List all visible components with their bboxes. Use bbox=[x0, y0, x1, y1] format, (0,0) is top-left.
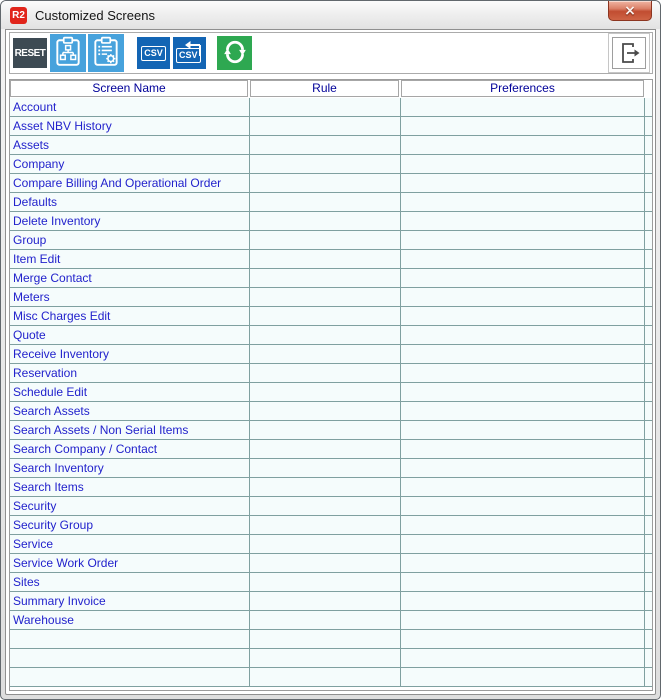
cell-preferences[interactable] bbox=[401, 630, 645, 648]
table-row bbox=[10, 478, 652, 497]
cell-preferences[interactable] bbox=[401, 212, 645, 230]
cell-preferences[interactable] bbox=[401, 269, 645, 287]
cell-screen-name[interactable]: Assets bbox=[10, 136, 250, 154]
table-row bbox=[10, 269, 652, 288]
cell-screen-name[interactable]: Merge Contact bbox=[10, 269, 250, 287]
cell-preferences[interactable] bbox=[401, 402, 645, 420]
cell-screen-name[interactable]: Sites bbox=[10, 573, 250, 591]
cell-screen-name[interactable]: Search Company / Contact bbox=[10, 440, 250, 458]
cell-screen-name[interactable] bbox=[10, 649, 250, 667]
exit-button-frame bbox=[608, 33, 650, 73]
cell-preferences[interactable] bbox=[401, 174, 645, 192]
cell-preferences[interactable] bbox=[401, 364, 645, 382]
table-row bbox=[10, 668, 652, 687]
cell-preferences[interactable] bbox=[401, 345, 645, 363]
column-header-screen-name[interactable]: Screen Name bbox=[10, 80, 248, 97]
cell-screen-name[interactable]: Schedule Edit bbox=[10, 383, 250, 401]
cell-preferences[interactable] bbox=[401, 98, 645, 116]
table-row bbox=[10, 383, 652, 402]
table-row bbox=[10, 231, 652, 250]
cell-rule[interactable] bbox=[250, 250, 401, 268]
cell-preferences[interactable] bbox=[401, 231, 645, 249]
cell-screen-name[interactable]: Item Edit bbox=[10, 250, 250, 268]
cell-screen-name[interactable]: Compare Billing And Operational Order bbox=[10, 174, 250, 192]
cell-preferences[interactable] bbox=[401, 668, 645, 686]
column-header-rule[interactable]: Rule bbox=[250, 80, 399, 97]
cell-preferences[interactable] bbox=[401, 649, 645, 667]
table-row bbox=[10, 630, 652, 649]
cell-screen-name[interactable]: Service bbox=[10, 535, 250, 553]
table-row bbox=[10, 117, 652, 136]
window-title: Customized Screens bbox=[35, 7, 155, 23]
cell-screen-name[interactable]: Search Assets bbox=[10, 402, 250, 420]
cell-preferences[interactable] bbox=[401, 516, 645, 534]
cell-preferences[interactable] bbox=[401, 288, 645, 306]
table-row bbox=[10, 174, 652, 193]
cell-screen-name[interactable] bbox=[10, 630, 250, 648]
cell-preferences[interactable] bbox=[401, 383, 645, 401]
cell-rule[interactable] bbox=[250, 345, 401, 363]
cell-screen-name[interactable]: Group bbox=[10, 231, 250, 249]
refresh-icon bbox=[222, 39, 248, 68]
cell-rule[interactable] bbox=[250, 497, 401, 515]
cell-rule[interactable] bbox=[250, 326, 401, 344]
cell-screen-name[interactable]: Search Assets / Non Serial Items bbox=[10, 421, 250, 439]
cell-screen-name[interactable]: Meters bbox=[10, 288, 250, 306]
cell-rule[interactable] bbox=[250, 459, 401, 477]
cell-rule[interactable] bbox=[250, 98, 401, 116]
table-row bbox=[10, 250, 652, 269]
toolbar bbox=[9, 32, 653, 74]
cell-preferences[interactable] bbox=[401, 136, 645, 154]
cell-rule[interactable] bbox=[250, 573, 401, 591]
table-row bbox=[10, 554, 652, 573]
table-row bbox=[10, 326, 652, 345]
cell-screen-name[interactable]: Asset NBV History bbox=[10, 117, 250, 135]
cell-screen-name[interactable]: Search Items bbox=[10, 478, 250, 496]
cell-screen-name[interactable]: Defaults bbox=[10, 193, 250, 211]
cell-rule[interactable] bbox=[250, 212, 401, 230]
cell-screen-name[interactable]: Service Work Order bbox=[10, 554, 250, 572]
customized-screen-button[interactable] bbox=[50, 34, 86, 72]
dialog-content bbox=[5, 29, 656, 695]
cell-preferences[interactable] bbox=[401, 307, 645, 325]
cell-rule[interactable] bbox=[250, 535, 401, 553]
cell-screen-name[interactable]: Warehouse bbox=[10, 611, 250, 629]
customized-rules-button[interactable] bbox=[88, 34, 124, 72]
table-row bbox=[10, 364, 652, 383]
cell-preferences[interactable] bbox=[401, 497, 645, 515]
cell-screen-name[interactable]: Reservation bbox=[10, 364, 250, 382]
cell-rule[interactable] bbox=[250, 269, 401, 287]
cell-rule[interactable] bbox=[250, 307, 401, 325]
cell-preferences[interactable] bbox=[401, 478, 645, 496]
table-row bbox=[10, 573, 652, 592]
cell-preferences[interactable] bbox=[401, 193, 645, 211]
table-row bbox=[10, 193, 652, 212]
cell-screen-name[interactable]: Account bbox=[10, 98, 250, 116]
cell-preferences[interactable] bbox=[401, 554, 645, 572]
cell-preferences[interactable] bbox=[401, 326, 645, 344]
close-button[interactable] bbox=[608, 1, 652, 21]
table-row bbox=[10, 155, 652, 174]
column-header-preferences[interactable]: Preferences bbox=[401, 80, 644, 97]
cell-rule[interactable] bbox=[250, 611, 401, 629]
cell-preferences[interactable] bbox=[401, 250, 645, 268]
refresh-button[interactable] bbox=[217, 36, 252, 70]
grid-body bbox=[10, 98, 652, 687]
cell-rule[interactable] bbox=[250, 174, 401, 192]
import-arrow-icon bbox=[173, 37, 206, 69]
table-row bbox=[10, 516, 652, 535]
table-row bbox=[10, 611, 652, 630]
exit-icon bbox=[616, 39, 642, 68]
csv-import-icon: CSV bbox=[176, 48, 201, 63]
table-row bbox=[10, 136, 652, 155]
cell-screen-name[interactable]: Misc Charges Edit bbox=[10, 307, 250, 325]
table-row bbox=[10, 212, 652, 231]
title-bar bbox=[1, 1, 660, 29]
cell-rule[interactable] bbox=[250, 383, 401, 401]
clipboard-hierarchy-icon bbox=[53, 36, 83, 71]
cell-rule[interactable] bbox=[250, 516, 401, 534]
export-csv-button[interactable] bbox=[137, 37, 170, 69]
table-row bbox=[10, 459, 652, 478]
grid-header bbox=[10, 80, 652, 98]
table-row bbox=[10, 98, 652, 117]
import-csv-button[interactable] bbox=[173, 37, 206, 69]
cell-rule[interactable] bbox=[250, 421, 401, 439]
cell-rule[interactable] bbox=[250, 288, 401, 306]
cell-rule[interactable] bbox=[250, 592, 401, 610]
table-row bbox=[10, 345, 652, 364]
table-row bbox=[10, 535, 652, 554]
close-icon: × bbox=[624, 2, 636, 19]
cell-rule[interactable] bbox=[250, 440, 401, 458]
cell-preferences[interactable] bbox=[401, 592, 645, 610]
cell-screen-name[interactable]: Security bbox=[10, 497, 250, 515]
cell-screen-name[interactable]: Receive Inventory bbox=[10, 345, 250, 363]
cell-preferences[interactable] bbox=[401, 421, 645, 439]
cell-rule[interactable] bbox=[250, 117, 401, 135]
cell-preferences[interactable] bbox=[401, 459, 645, 477]
cell-preferences[interactable] bbox=[401, 535, 645, 553]
table-row bbox=[10, 440, 652, 459]
cell-screen-name[interactable]: Delete Inventory bbox=[10, 212, 250, 230]
cell-screen-name[interactable]: Summary Invoice bbox=[10, 592, 250, 610]
cell-rule[interactable] bbox=[250, 364, 401, 382]
cell-rule[interactable] bbox=[250, 155, 401, 173]
csv-icon: CSV bbox=[141, 46, 166, 61]
cell-screen-name[interactable]: Quote bbox=[10, 326, 250, 344]
cell-preferences[interactable] bbox=[401, 611, 645, 629]
cell-preferences[interactable] bbox=[401, 440, 645, 458]
table-row bbox=[10, 288, 652, 307]
cell-rule[interactable] bbox=[250, 630, 401, 648]
cell-screen-name[interactable]: Security Group bbox=[10, 516, 250, 534]
cell-preferences[interactable] bbox=[401, 155, 645, 173]
cell-preferences[interactable] bbox=[401, 117, 645, 135]
table-row bbox=[10, 497, 652, 516]
reset-button[interactable]: RESET bbox=[13, 38, 47, 68]
cell-rule[interactable] bbox=[250, 649, 401, 667]
cell-rule[interactable] bbox=[250, 402, 401, 420]
table-row bbox=[10, 649, 652, 668]
table-row bbox=[10, 421, 652, 440]
cell-screen-name[interactable] bbox=[10, 668, 250, 686]
cell-rule[interactable] bbox=[250, 478, 401, 496]
cell-rule[interactable] bbox=[250, 668, 401, 686]
table-row bbox=[10, 402, 652, 421]
cell-screen-name[interactable]: Company bbox=[10, 155, 250, 173]
cell-rule[interactable] bbox=[250, 554, 401, 572]
cell-rule[interactable] bbox=[250, 193, 401, 211]
grid-panel bbox=[9, 79, 653, 691]
cell-screen-name[interactable]: Search Inventory bbox=[10, 459, 250, 477]
app-icon-r2: R2 bbox=[10, 7, 27, 24]
table-row bbox=[10, 307, 652, 326]
cell-preferences[interactable] bbox=[401, 573, 645, 591]
clipboard-gear-icon bbox=[91, 36, 121, 71]
cell-rule[interactable] bbox=[250, 136, 401, 154]
exit-button[interactable] bbox=[612, 37, 646, 69]
cell-rule[interactable] bbox=[250, 231, 401, 249]
table-row bbox=[10, 592, 652, 611]
